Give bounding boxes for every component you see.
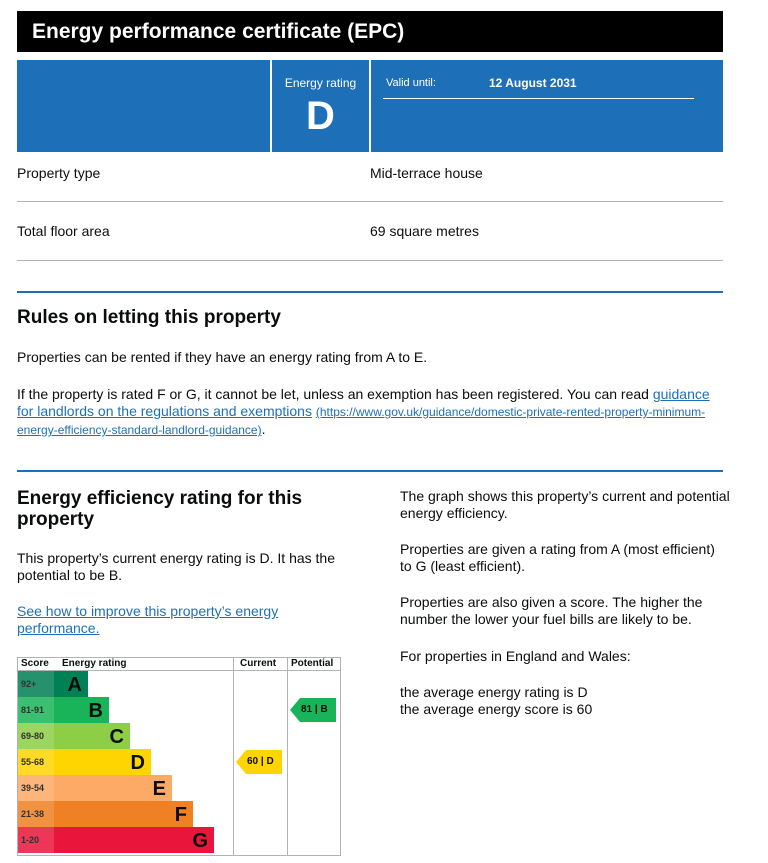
band-letter: A	[67, 674, 82, 696]
divider	[17, 201, 723, 202]
column-divider	[233, 658, 234, 855]
divider	[17, 260, 723, 261]
band-letter: E	[152, 778, 166, 800]
efficiency-heading: Energy efficiency rating for this property	[17, 488, 303, 530]
band-score-range: 21-38	[18, 801, 54, 827]
band-bar	[54, 671, 88, 697]
energy-rating-label: Energy rating	[284, 76, 357, 90]
current-rating-arrow-label: 60 | D	[247, 756, 274, 767]
energy-rating-chart	[17, 657, 341, 856]
band-letter: D	[130, 752, 145, 774]
band-bar	[54, 775, 172, 801]
band-a	[18, 671, 233, 697]
divider	[369, 60, 371, 152]
valid-until-date: 12 August 2031	[489, 76, 577, 90]
summary-panel	[17, 60, 723, 152]
band-score-range: 39-54	[18, 775, 54, 801]
landlord-guidance-url[interactable]: (https://www.gov.uk/guidance/domestic-private-rented-property-minimum-energy-efficiency-standard-landlord-guidance)	[17, 405, 706, 437]
band-bar	[54, 723, 130, 749]
band-bar	[54, 801, 193, 827]
section-divider	[17, 291, 723, 293]
band-letter: B	[88, 700, 103, 722]
valid-until-label: Valid until:	[386, 77, 436, 89]
band-letter: C	[109, 726, 124, 748]
section-divider	[17, 470, 723, 472]
rating-description: Properties are given a rating from A (most efficient) to G (least efficient).	[400, 541, 715, 574]
letting-paragraph-2	[17, 386, 727, 439]
property-type-label: Property type	[17, 165, 101, 181]
landlord-guidance-link[interactable]: guidance for landlords on the regulations and exemptions	[17, 386, 710, 419]
band-bar	[54, 749, 151, 775]
energy-rating-value: D	[306, 94, 335, 138]
band-score-range: 69-80	[18, 723, 54, 749]
band-score-range: 1-20	[18, 827, 54, 853]
average-rating: the average energy rating is D	[400, 684, 588, 700]
band-d	[18, 749, 233, 775]
letting-paragraph-1: Properties can be rented if they have an energy rating from A to E.	[17, 349, 428, 365]
divider	[383, 98, 694, 99]
floor-area-value: 69 square metres	[370, 223, 479, 239]
band-bar	[54, 697, 109, 723]
potential-rating-arrow	[290, 698, 336, 722]
current-column-header: Current	[240, 658, 277, 669]
band-f	[18, 801, 233, 827]
band-c	[18, 723, 233, 749]
column-divider	[287, 658, 288, 855]
potential-rating-arrow-label: 81 | B	[301, 704, 328, 715]
current-rating-arrow	[236, 750, 282, 774]
rating-column-header: Energy rating	[62, 658, 127, 669]
band-bar	[54, 827, 214, 853]
potential-column-header: Potential	[291, 658, 334, 669]
letting-end: .	[261, 421, 266, 437]
score-description: Properties are also given a score. The higher the number the lower your fuel bills are likely to be.	[400, 594, 703, 627]
band-letter: G	[192, 830, 208, 852]
band-g	[18, 827, 233, 853]
region-description: For properties in England and Wales:	[400, 648, 631, 664]
band-b	[18, 697, 233, 723]
band-score-range: 81-91	[18, 697, 54, 723]
average-score: the average energy score is 60	[400, 701, 593, 717]
letting-heading: Rules on letting this property	[17, 307, 281, 328]
improve-efficiency-link[interactable]: See how to improve this property’s energy performance.	[17, 603, 279, 636]
band-score-range: 92+	[18, 671, 54, 697]
band-e	[18, 775, 233, 801]
improve-paragraph	[17, 603, 317, 637]
floor-area-label: Total floor area	[17, 223, 110, 239]
property-type-value: Mid-terrace house	[370, 165, 483, 181]
current-rating-text: This property’s current energy rating is D. It has the potential to be B.	[17, 550, 335, 583]
score-column-header: Score	[21, 658, 49, 669]
band-letter: F	[174, 804, 187, 826]
letting-text: If the property is rated F or G, it cannot be let, unless an exemption has been registered. You can read	[17, 386, 649, 402]
page-title: Energy performance certificate (EPC)	[17, 11, 723, 52]
band-score-range: 55-68	[18, 749, 54, 775]
graph-description: The graph shows this property’s current and potential energy efficiency.	[400, 488, 730, 521]
